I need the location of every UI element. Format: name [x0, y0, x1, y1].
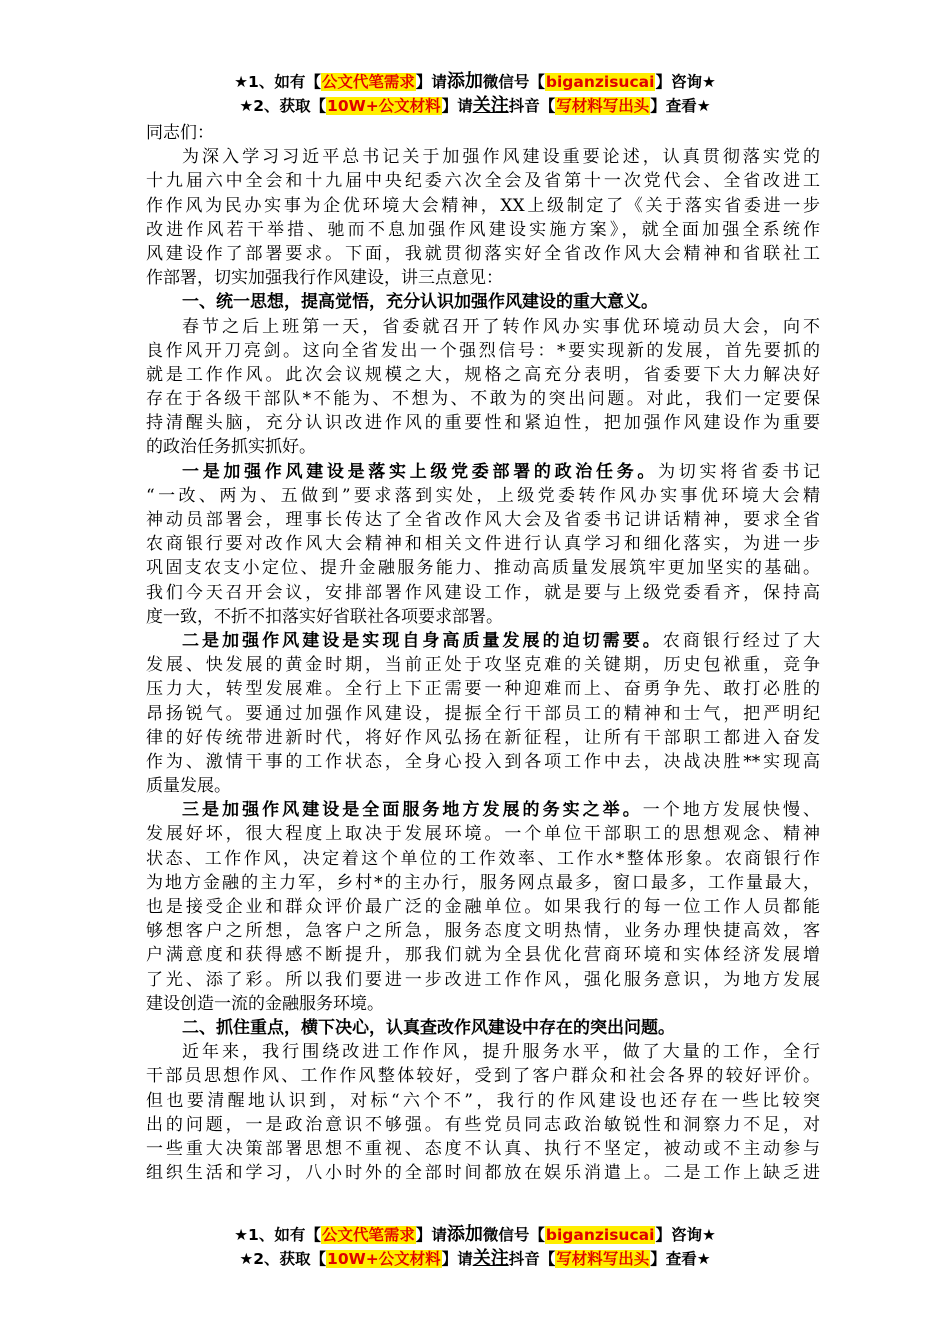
body-text-line — [146, 702, 820, 726]
line-text: 持清醒头脑，充分认识改进作风的重要性和紧迫性，把加强作风建设作为重要 — [146, 413, 820, 434]
footer-promo-banner — [0, 1223, 950, 1271]
body-text-line — [146, 943, 820, 967]
body-text-line — [146, 484, 820, 508]
header-banner-line-2: ★2、获取【10W+公文材料】请关注抖音【写材料写出头】查看★ — [239, 95, 711, 116]
line-text: 质量发展。 — [146, 776, 231, 797]
body-text-line — [146, 363, 820, 387]
header-banner-line-1: ★1、如有【公文代笔需求】请添加微信号【biganzisucai】咨询★ — [234, 71, 716, 92]
line-text: 状态、工作作风，决定着这个单位的工作效率、工作水*整体形象。农商银行作 — [146, 848, 820, 869]
line-text: 为切实将省委书记 — [658, 461, 821, 482]
body-text-line — [146, 992, 820, 1016]
body-text-line — [146, 677, 820, 701]
line-text: 二、抓住重点，横下决心，认真查改作风建设中存在的突出问题。 — [182, 1017, 675, 1038]
body-text-line — [146, 339, 820, 363]
line-text: 一、统一思想，提高觉悟，充分认识加强作风建设的重大意义。 — [182, 292, 658, 313]
body-text-line — [146, 822, 820, 846]
body-text-line — [146, 556, 820, 580]
line-text: 农商银行要对改作风大会精神和相关文件进行认真学习和细化落实，为进一步 — [146, 534, 820, 555]
line-text: 十九届六中全会和十九届中央纪委六次全会及省第十一次党代会、全省改进工 — [146, 171, 820, 192]
body-text-line — [146, 532, 820, 556]
line-text: 一个地方发展快慢、 — [642, 800, 821, 821]
body-text-line — [146, 460, 820, 484]
body-text-line — [146, 194, 820, 218]
line-text: “一改、两为、五做到”要求落到实处，上级党委转作风办实事优环境大会精 — [146, 485, 820, 506]
line-text: 农商银行经过了大 — [662, 630, 821, 651]
body-text-line — [146, 315, 820, 339]
body-text-line — [146, 242, 820, 266]
body-text-line — [146, 387, 820, 411]
body-text-line — [146, 145, 820, 169]
line-text: 压力大，转型发展难。全行上下正需要一种迎难而上、奋勇争先、敢打必胜的 — [146, 679, 820, 700]
body-text-line — [146, 1137, 820, 1161]
line-text: 发展好坏，很大程度上取决于发展环境。一个单位干部职工的思想观念、精神 — [146, 824, 820, 845]
line-text: 神动员部署会，理事长传达了全省改作风大会及省委书记讲话精神，要求全省 — [146, 510, 820, 530]
document-body — [146, 121, 820, 1185]
bold-lead-sentence: 三是加强作风建设是全面服务地方发展的务实之举。 — [182, 800, 643, 821]
body-text-line — [146, 169, 820, 193]
body-text-line — [146, 1089, 820, 1113]
body-text-line — [146, 847, 820, 871]
line-text: 组织生活和学习，八小时外的全部时间都放在娱乐消遣上。二是工作上缺乏进 — [146, 1163, 820, 1184]
footer-banner-line-2: ★2、获取【10W+公文材料】请关注抖音【写材料写出头】查看★ — [239, 1248, 711, 1269]
line-text: 近年来，我行围绕改进工作作风，提升服务水平，做了大量的工作，全行 — [182, 1042, 820, 1063]
bold-lead-sentence: 一是加强作风建设是落实上级党委部署的政治任务。 — [182, 461, 659, 482]
line-text: 春节之后上班第一天，省委就召开了转作风办实事优环境动员大会，向不 — [182, 316, 820, 337]
line-text: 风建设作了部署要求。下面，我就贯彻落实好全省改作风大会精神和省联社工 — [146, 243, 820, 264]
line-text: 作作风为民办实事为企优环境大会精神，XX上级制定了《关于落实省委进一步 — [146, 195, 820, 216]
body-text-line — [146, 750, 820, 774]
body-text-line — [146, 1040, 820, 1064]
body-text-line — [146, 968, 820, 992]
body-text-line — [146, 653, 820, 677]
body-text-line — [146, 629, 820, 653]
line-text: 我们今天召开会议，安排部署作风建设工作，就是要与上级党委看齐，保持高 — [146, 582, 820, 603]
header-promo-banner — [0, 70, 950, 118]
line-text: 昂扬锐气。要通过加强作风建设，提振全行干部员工的精神和士气，把严明纪 — [146, 703, 820, 724]
body-text-line — [146, 1161, 820, 1185]
line-text: 作为、激情干事的工作状态，全身心投入到各项工作中去，决战决胜**实现高 — [146, 751, 820, 772]
line-text: 了光、添了彩。所以我们要进一步改进工作作风，强化服务意识，为地方发展 — [146, 969, 820, 990]
body-text-line — [146, 726, 820, 750]
line-text: 但也要清醒地认识到，对标“六个不”，我行的作风建设也还存在一些比较突 — [146, 1090, 820, 1111]
body-text-line — [146, 1016, 820, 1040]
bold-lead-sentence: 二是加强作风建设是实现自身高质量发展的迫切需要。 — [182, 630, 663, 651]
body-text-line — [146, 581, 820, 605]
body-text-line — [146, 605, 820, 629]
line-text: 建设创造一流的金融服务环境。 — [146, 993, 384, 1014]
body-text-line — [146, 411, 820, 435]
body-text-line — [146, 290, 820, 314]
body-text-line — [146, 508, 820, 532]
line-text: 的政治任务抓实抓好。 — [146, 437, 316, 458]
line-text: 干部员思想作风、工作作风整体较好，受到了客户群众和社会各界的较好评价。 — [146, 1066, 820, 1087]
body-text-line — [146, 121, 820, 145]
line-text: 度一致，不折不扣落实好省联社各项要求部署。 — [146, 606, 503, 627]
body-text-line — [146, 266, 820, 290]
line-text: 就是工作作风。此次会议规模之大，规格之高充分表明，省委要下大力解决好 — [146, 364, 820, 385]
body-text-line — [146, 774, 820, 798]
line-text: 为深入学习习近平总书记关于加强作风建设重要论述，认真贯彻落实党的 — [182, 147, 820, 168]
body-text-line — [146, 895, 820, 919]
line-text: 户满意度和获得感不断提升，那我们就为全县优化营商环境和实体经济发展增 — [146, 945, 820, 966]
body-text-line — [146, 871, 820, 895]
body-text-line — [146, 798, 820, 822]
line-text: 发展、快发展的黄金时期，当前正处于攻坚克难的关键期，历史包袱重，竞争 — [146, 655, 820, 676]
line-text: 出的问题，一是政治意识不够强。有些党员同志政治敏锐性和洞察力不足，对 — [146, 1114, 820, 1135]
body-text-line — [146, 435, 820, 459]
body-text-line — [146, 919, 820, 943]
line-text: 律的好传统带进新时代，将好作风弘扬在新征程，让所有干部职工都进入奋发 — [146, 727, 820, 748]
body-text-line — [146, 1064, 820, 1088]
footer-banner-line-1: ★1、如有【公文代笔需求】请添加微信号【biganzisucai】咨询★ — [234, 1224, 716, 1245]
line-text: 够想客户之所想，急客户之所急，服务态度文明热情，业务办理快捷高效，客 — [146, 921, 820, 942]
line-text: 一些重大决策部署思想不重视、态度不认真、执行不坚定，被动或不主动参与 — [146, 1138, 820, 1159]
line-text: 良作风开刀亮剑。这向全省发出一个强烈信号：*要实现新的发展，首先要抓的 — [146, 340, 820, 361]
line-text: 作部署，切实加强我行作风建设，讲三点意见： — [146, 268, 503, 289]
line-text: 巩固支农支小定位、提升金融服务能力、推动高质量发展筑牢更加坚实的基础。 — [146, 558, 820, 579]
body-text-line — [146, 218, 820, 242]
line-text: 存在于各级干部队*不能为、不想为、不敢为的突出问题。对此，我们一定要保 — [146, 389, 820, 410]
line-text: 改进作风若干举措、驰而不息加强作风建设实施方案》，就全面加强全系统作 — [146, 219, 820, 240]
body-text-line — [146, 1113, 820, 1137]
line-text: 也是接受企业和群众评价最广泛的金融单位。如果我行的每一位工作人员都能 — [146, 897, 820, 917]
line-text: 为地方金融的主力军，乡村*的主办行，服务网点最多，窗口最多，工作量最大， — [146, 872, 820, 893]
line-text: 同志们： — [146, 123, 214, 143]
